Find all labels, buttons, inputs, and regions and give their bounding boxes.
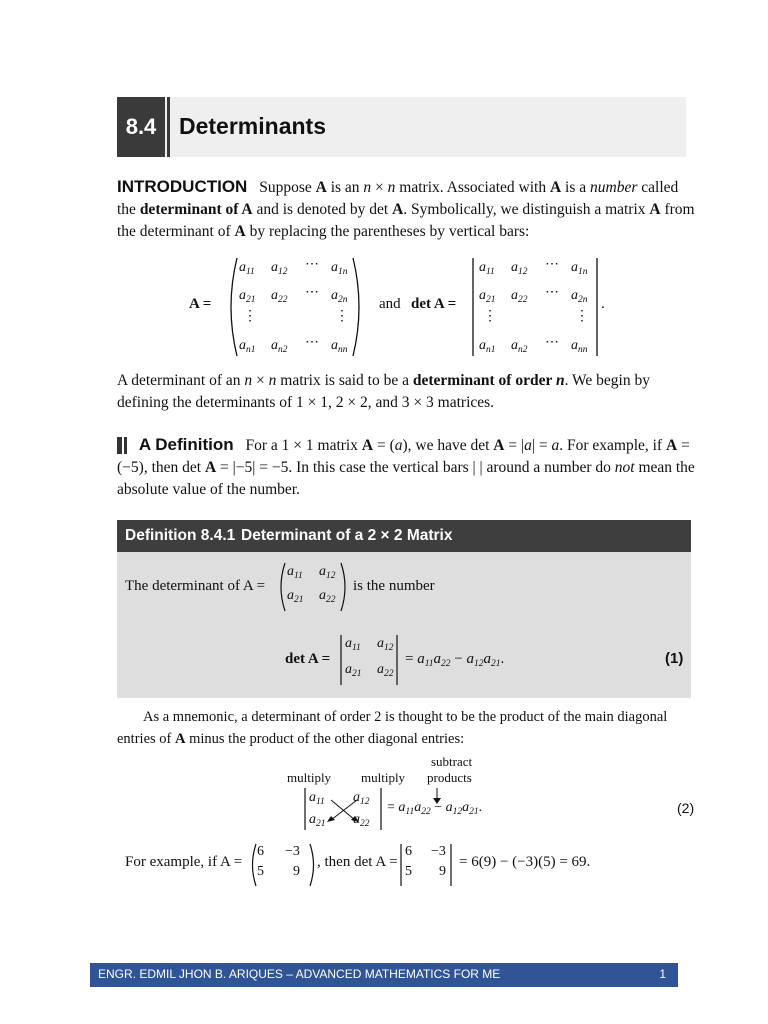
equation-number-1: (1): [665, 650, 684, 667]
definition-line1-pre: The determinant of A =: [125, 578, 266, 594]
example-pre: For example, if A =: [125, 854, 243, 870]
definition-marker: [117, 437, 122, 454]
mnemonic-diagram: multiply multiply subtract products $a_{11}$ $a_{12}$ $a_{21}$ $a_{22}$ = $a_{11}a_{22} - a_{12}a_{21}$. (2): [117, 752, 697, 832]
label-multiply-2: multiply: [361, 770, 406, 785]
det-lhs: det A =: [411, 296, 457, 312]
footer-text: ENGR. EDMIL JHON B. ARIQUES – ADVANCED MATHEMATICS FOR ME: [98, 967, 501, 981]
label-subtract-2: products: [427, 770, 472, 785]
definition-det-lhs: det A =: [285, 651, 331, 667]
definition-box-body: The determinant of A = $a_{11}$ $a_{12}$ $a_{21}$ $a_{22}$ is the number det A = $a_{11}$ $a_{12}$ $a_{21}$ $a_{22}$ = $a_{11}a_{22} - a_{12}a_{21}$. (1): [117, 552, 691, 698]
order-paragraph: A determinant of an n × n matrix is said to be a determinant of order n. We begin by defining the determinants of 1 × 1, 2 × 2, and 3 × 3 matrices.: [117, 372, 650, 411]
section-title: Determinants: [179, 113, 326, 139]
footer-page-number: 1: [659, 967, 666, 981]
example-result: = 6(9) − (−3)(5) = 69.: [459, 854, 591, 870]
display-period: .: [601, 296, 605, 312]
equation-number-2: (2): [677, 800, 695, 816]
definition-box-header: [117, 520, 691, 552]
definition-text: For a 1 × 1 matrix A = (a), we have det A = |a| = a. For example, if A = (−5), then det A = |−5| = −5. In this case the vertical bars | | around a number do not mean the absolute value of the number.: [117, 437, 695, 498]
section-header: [117, 97, 686, 157]
definition-line1-post: is the number: [353, 578, 435, 594]
general-matrix-entries: $a_{11}$ $a_{12}$ ⋯ $a_{1n}$ $a_{21}$ $a_{22}$ ⋯ $a_{2n}$ ⋮ ⋮ $a_{n1}$ $a_{n2}$ ⋯ $a_{nn}$: [239, 257, 349, 355]
example-line: For example, if A = 6 −3 5 9 , then det A = 6 −3 5 9 = 6(9) − (−3)(5) = 69.: [117, 842, 697, 892]
definition-marker-thin: [124, 437, 127, 454]
intro-text: Suppose A is an n × n matrix. Associated with A is a number called the determinant of A and is denoted by det A. Symbolically, we distinguish a matrix A from the determinant of A by replacing the parentheses by vertical bars:: [117, 179, 695, 240]
and-connector: and: [379, 296, 401, 312]
intro-paragraph: [117, 176, 697, 243]
intro-lead: INTRODUCTION: [117, 177, 248, 196]
example-mid: , then det A =: [317, 854, 398, 870]
definition-label: Definition 8.4.1: [125, 527, 236, 544]
mnemonic-formula: = $a_{11}a_{22} - a_{12}a_{21}$.: [387, 800, 483, 817]
page-footer: [90, 963, 678, 987]
general-determinant-entries: $a_{11}$ $a_{12}$ ⋯ $a_{1n}$ $a_{21}$ $a_{22}$ ⋯ $a_{2n}$ ⋮ ⋮ $a_{n1}$ $a_{n2}$ ⋯ $a_{nn}$: [479, 257, 589, 355]
label-multiply-1: multiply: [287, 770, 332, 785]
definition-title: Determinant of a 2 × 2 Matrix: [241, 527, 453, 544]
matrix-lhs: A =: [189, 296, 212, 312]
mnemonic-text: As a mnemonic, a determinant of order 2 is thought to be the product of the main diagonal entries of A minus the product of the other diagonal entries:: [117, 709, 668, 747]
section-divider: [167, 97, 170, 157]
definition-formula: = $a_{11}a_{22} - a_{12}a_{21}$.: [405, 651, 505, 669]
label-subtract-1: subtract: [431, 754, 473, 769]
section-number: 8.4: [117, 97, 165, 157]
matrix-display: [117, 252, 697, 362]
mnemonic-paragraph: [117, 706, 697, 750]
definition-lead: A Definition: [138, 435, 234, 454]
definition-paragraph: [117, 434, 697, 501]
